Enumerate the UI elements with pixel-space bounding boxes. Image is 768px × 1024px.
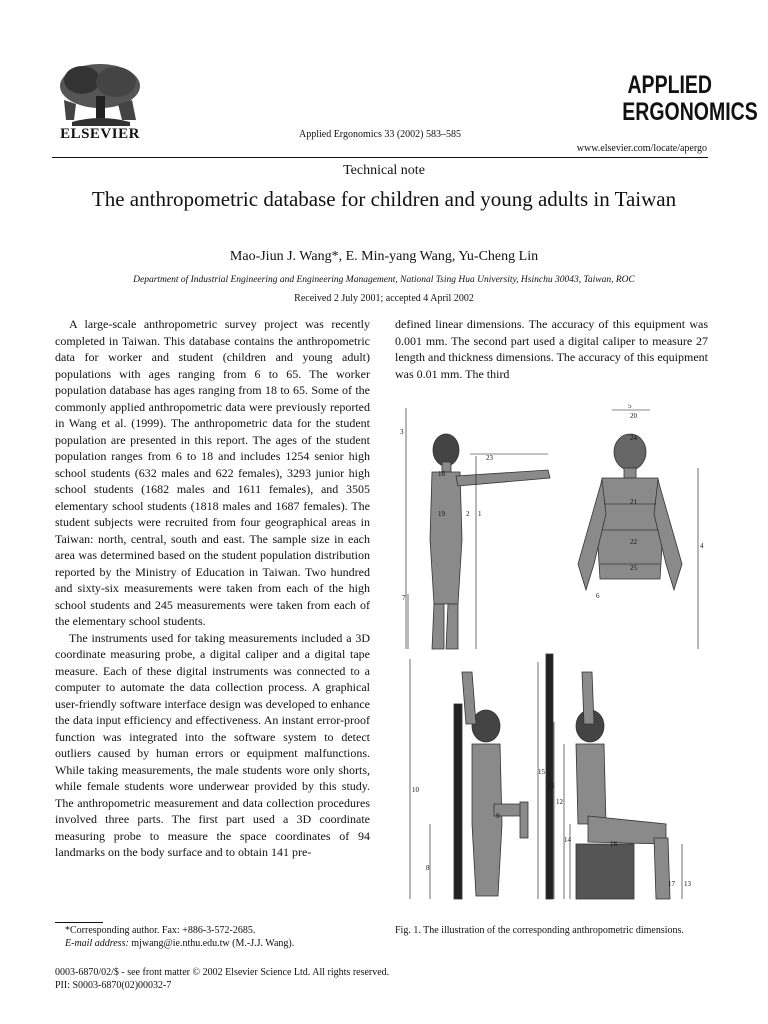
article-type: Technical note <box>343 163 425 178</box>
anthropometric-figure <box>398 404 708 919</box>
dimension-label: 21 <box>630 498 637 506</box>
publisher-name: ELSEVIER <box>60 126 140 142</box>
dimension-label: 25 <box>630 564 637 572</box>
dimension-label: 4 <box>700 542 704 550</box>
body-column-right <box>395 316 708 382</box>
dimension-label: 5 <box>628 404 632 410</box>
dimension-label: 13 <box>684 880 691 888</box>
footnote-rule <box>55 922 103 923</box>
body-column-left <box>55 316 370 861</box>
article-title: The anthropometric database for children and young adults in Taiwan <box>91 187 677 211</box>
dimension-label: 15 <box>538 768 545 776</box>
received-dates: Received 2 July 2001; accepted 4 April 2002 <box>294 293 474 304</box>
dimension-label: 14 <box>564 836 571 844</box>
dimension-label: 7 <box>402 594 406 602</box>
dimension-label: 2 <box>466 510 470 518</box>
email-note <box>55 937 370 950</box>
journal-citation: Applied Ergonomics 33 (2002) 583–585 <box>298 129 462 140</box>
dimension-label: 12 <box>556 798 563 806</box>
author-list: Mao-Jiun J. Wang*, E. Min-yang Wang, Yu-Cheng Lin <box>229 249 539 264</box>
dimension-label: 16 <box>610 840 617 848</box>
dimension-label: 9 <box>496 812 500 820</box>
publication-info <box>55 966 555 992</box>
dimension-label: 19 <box>438 510 445 518</box>
journal-url[interactable]: www.elsevier.com/locate/apergo <box>576 143 707 154</box>
corresponding-author-note: *Corresponding author. Fax: +886-3-572-2685. <box>65 925 256 936</box>
dimension-label: 22 <box>630 538 637 546</box>
dimension-label: 23 <box>486 454 493 462</box>
journal-title <box>622 71 758 126</box>
author-affiliation: Department of Industrial Engineering and Engineering Management, National Tsing Hua University, Hsinchu 30043, Taiwan, ROC <box>133 275 635 285</box>
dimension-label: 24 <box>630 434 637 442</box>
paragraph-1: A large-scale anthropometric survey project was recently completed in Taiwan. This database contains the anthropometric data for worker and student (children and young adult) populations with ages ranging from 6 to 65. The worker population database has ages ranging from 18 to 65. Some of the commonly applied anthropometric data were previously reported in Wang et al. (1999). The anthropometric data for the student population are presented in this report. The ages of the student population ranges from 6 to 18 and includes 1254 senior high school students (632 males and 622 females), 3293 junior high school students (1682 males and 1611 females), and 3505 elementary school students (1818 males and 1687 females). The student subjects were recruited from four geographical areas in Taiwan: north, central, south and east. The sample size in each area was determined based on the student population distribution reported by the Ministry of Education in Taiwan. Two hundred and sixty-six measurements were taken from each of the high school students and 245 measurements were taken from each of the elementary school students. <box>55 317 370 628</box>
journal-title-line2: ERGONOMICS <box>622 98 758 126</box>
paragraph-3: defined linear dimensions. The accuracy of this equipment was 0.001 mm. The second part used a digital caliper to measure 27 length and thickness dimensions. The accuracy of this equipment was 0.01 mm. The third <box>395 317 708 381</box>
figure-caption: Fig. 1. The illustration of the corresponding anthropometric dimensions. <box>395 925 684 936</box>
issn-line: 0003-6870/02/$ - see front matter © 2002 Elsevier Science Ltd. All rights reserved. <box>55 967 390 978</box>
paragraph-2: The instruments used for taking measurements included a 3D coordinate measuring probe, a digital caliper and a digital tape measure. Each of these digital instruments was connected to a computer to automate the data collection process. A graphical user-friendly software interface design was developed to enhance the data input efficiency and effectiveness. An instant error-proof function was integrated into the software system to detect outliers caused by human errors or equipment malfunctions. While taking measurements, the male students wore only shorts, while female students wore underwear provided by this study. The anthropometric measurement and data collection procedures involved three parts. The first part used a 3D coordinate measuring probe to measure the space coordinates of 94 landmarks on the body surface and to obtain 141 pre- <box>55 630 370 859</box>
email-label: E-mail address: <box>65 938 129 949</box>
dimension-label: 6 <box>596 592 600 600</box>
dimension-label: 20 <box>630 412 637 420</box>
footnotes <box>55 924 370 950</box>
dimension-label: 18 <box>438 470 445 478</box>
dimension-label: 17 <box>668 880 675 888</box>
dimension-label: 11 <box>548 782 555 790</box>
dimension-label: 8 <box>426 864 430 872</box>
email-address[interactable]: mjwang@ie.nthu.edu.tw (M.-J.J. Wang). <box>131 938 295 949</box>
dimension-label: 10 <box>412 786 419 794</box>
dimension-label: 1 <box>478 510 482 518</box>
header-rule <box>52 157 708 158</box>
journal-title-line1: APPLIED <box>627 71 712 99</box>
dimension-label: 3 <box>400 428 404 436</box>
pii-line: PII: S0003-6870(02)00032-7 <box>55 980 172 991</box>
